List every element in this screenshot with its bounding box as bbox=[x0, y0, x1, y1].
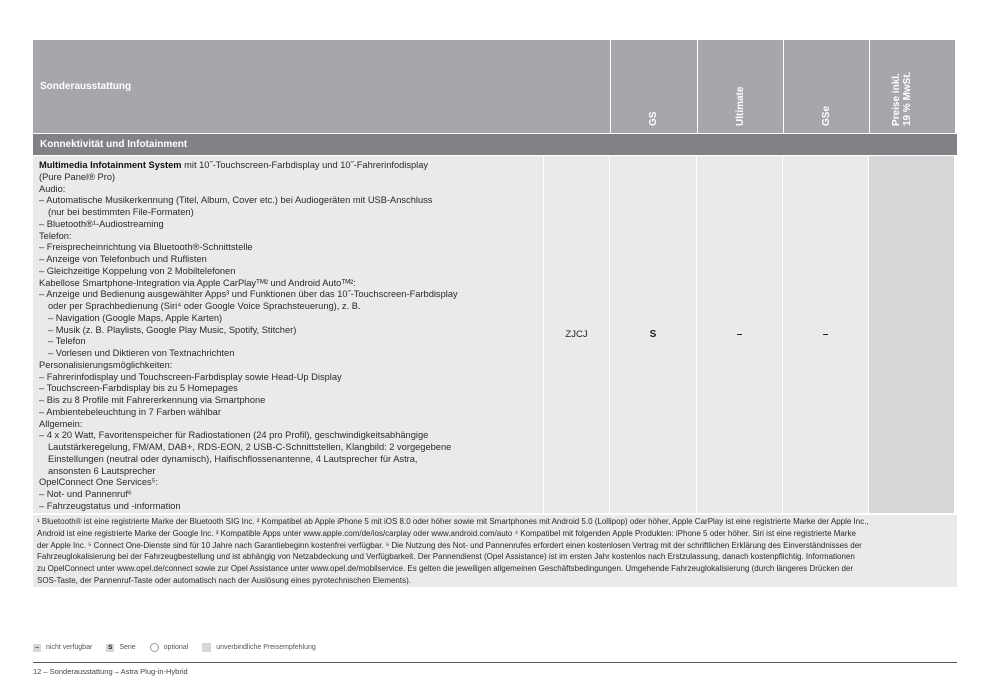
legend-label: unverbindliche Preisempfehlung bbox=[216, 644, 316, 651]
footnotes bbox=[33, 515, 957, 587]
desc-line: Telefon: bbox=[39, 230, 72, 241]
header-col-price bbox=[869, 40, 955, 133]
legend-label: Serie bbox=[119, 644, 136, 651]
desc-line: Einstellungen (neutral oder dynamisch), Haifischflossenantenne, 4 Lautsprecher für Astra, bbox=[48, 453, 418, 464]
not-available-symbol: – bbox=[33, 644, 41, 652]
cell-price bbox=[868, 156, 954, 513]
desc-line: – Anzeige und Bedienung ausgewählter Apps³ und Funktionen über das 10˝-Touchscreen-Farbdisplay bbox=[39, 289, 458, 300]
desc-line: – Freisprecheinrichtung via Bluetooth®-Schnittstelle bbox=[39, 242, 253, 253]
header-col-ultimate bbox=[697, 40, 783, 133]
desc-line: Allgemein: bbox=[39, 418, 83, 429]
desc-line: – Not- und Pannenruf⁶ bbox=[39, 489, 132, 499]
desc-line: oder per Sprachbedienung (Siri⁴ oder Google Voice Sprachsteuerung), z. B. bbox=[48, 301, 361, 311]
option-code: ZJCJ bbox=[543, 156, 609, 513]
cell-ultimate: – bbox=[696, 156, 782, 513]
header-gse-label: GSe bbox=[820, 105, 832, 126]
header-ultimate-label: Ultimate bbox=[734, 86, 746, 126]
header-price-label: Preise inkl. 19 % MwSt. bbox=[890, 71, 913, 126]
desc-line: – Fahrerinfodisplay und Touchscreen-Farbdisplay sowie Head-Up Display bbox=[39, 371, 342, 382]
standard-symbol: S bbox=[108, 644, 113, 651]
desc-line: – Automatische Musikerkennung (Titel, Album, Cover etc.) bei Audiogeräten mit USB-Anschluss bbox=[39, 195, 433, 206]
desc-line: OpelConnect One Services⁵: bbox=[39, 477, 159, 488]
desc-line: – Navigation (Google Maps, Apple Karten) bbox=[48, 312, 223, 323]
desc-line: (nur bei bestimmten File-Formaten) bbox=[48, 207, 194, 217]
legend-standard bbox=[106, 644, 135, 652]
table-row bbox=[33, 156, 957, 513]
legend-label: nicht verfügbar bbox=[46, 644, 93, 651]
header-gs-label: GS bbox=[648, 111, 659, 126]
desc-line: Kabellose Smartphone-Integration via Apple CarPlayᵀᴹ² und Android Autoᵀᴹ²: bbox=[39, 277, 356, 288]
desc-line: Lautstärkeregelung, FM/AM, DAB+, RDS-EON, 2 USB-C-Schnittstellen, Klangbild: 2 vorgegebene bbox=[48, 442, 452, 452]
desc-line: – Touchscreen-Farbdisplay bis zu 5 Homepages bbox=[39, 383, 238, 394]
legend-price bbox=[202, 643, 316, 652]
footnote-line: zu OpelConnect unter www.opel.de/connect sowie zur Opel Assistance unter www.opel.de/mobilservice. Es gelten die jeweiligen allgemeinen Geschäftsbedingungen. Umgehende Fahrzeuglokalisierung (durch längeres Drücken der bbox=[37, 564, 854, 574]
table-header bbox=[33, 40, 957, 133]
price-swatch-icon bbox=[202, 643, 211, 652]
footer-divider bbox=[33, 662, 957, 663]
footnote-line: ¹ Bluetooth® ist eine registrierte Marke der Bluetooth SIG Inc. ² Kompatibel ab Apple iPhone 5 mit iOS 8.0 oder höher sowie mit Smartphones mit Android 5.0 (Lollipop) oder höher, Apple CarPlay ist eine registrierte Marke der Apple Inc., bbox=[37, 517, 869, 526]
desc-line: – Telefon bbox=[48, 336, 86, 347]
footnote-line: Android ist eine registrierte Marke der Google Inc. ³ Kompatible Apps unter www.apple.com/de/ios/carplay oder www.android.com/auto ⁴ Kompatibel mit folgenden Apple Produkten: iPhone 5 oder höher. Siri ist eine registrierte Marke bbox=[37, 528, 856, 538]
desc-line: – Ambientebeleuchtung in 7 Farben wählbar bbox=[39, 406, 221, 417]
cell-gs: S bbox=[609, 156, 696, 513]
desc-line: Audio: bbox=[39, 183, 66, 194]
footnote-line: der Apple Inc. ⁵ Connect One-Dienste sind für 10 Jahre nach Garantiebeginn kostenfrei verfügbar. ⁶ Die Nutzung des Not- und Pannenrufes erfordert einen kostenlosen Vertrag mit der schriftlichen Erklärung des Einverständnisses der bbox=[37, 540, 862, 550]
legend-optional bbox=[150, 643, 189, 652]
desc-line: – Gleichzeitige Koppelung von 2 Mobiltelefonen bbox=[39, 265, 236, 276]
desc-line: – Vorlesen und Diktieren von Textnachrichten bbox=[48, 348, 235, 358]
feature-description bbox=[33, 156, 543, 513]
desc-line: – Anzeige von Telefonbuch und Ruflisten bbox=[39, 254, 207, 264]
desc-line: ansonsten 6 Lautsprecher bbox=[48, 465, 156, 476]
legend-not-available bbox=[33, 644, 92, 652]
legend bbox=[33, 643, 330, 652]
desc-line: – Bis zu 8 Profile mit Fahrererkennung via Smartphone bbox=[39, 395, 266, 405]
equipment-table bbox=[33, 40, 957, 587]
desc-line: Personalisierungsmöglichkeiten: bbox=[39, 359, 173, 370]
desc-line: – Musik (z. B. Playlists, Google Play Music, Spotify, Stitcher) bbox=[48, 324, 297, 335]
cell-gse: – bbox=[782, 156, 868, 513]
desc-line: (Pure Panel® Pro) bbox=[39, 171, 116, 182]
desc-line: – Fahrzeugstatus und -information bbox=[39, 500, 181, 511]
legend-label: optional bbox=[163, 644, 189, 651]
desc-line: – Bluetooth®¹-Audiostreaming bbox=[39, 218, 164, 229]
desc-line: – 4 x 20 Watt, Favoritenspeicher für Radiostationen (24 pro Profil), geschwindigkeitsabhängige bbox=[39, 430, 429, 441]
optional-circle-icon bbox=[150, 643, 159, 652]
page-footer: 12 – Sonderausstattung – Astra Plug-in-Hybrid bbox=[33, 667, 188, 676]
header-col-gs bbox=[610, 40, 697, 133]
footnote-line: SOS-Taste, der Pannenruf-Taste oder automatisch nach der Auslösung eines pyrotechnischen Elements). bbox=[37, 575, 411, 585]
header-col-gse bbox=[783, 40, 869, 133]
header-title: Sonderausstattung bbox=[33, 40, 610, 133]
footnote-line: Fahrzeuglokalisierung bei der Fahrzeugbestellung und ist abhängig von Netzabdeckung und Verfügbarkeit. Der Pannendienst (Opel Assistance) ist im ersten Jahr kostenlos nach Erstzulassung, danach kostenpflichtig. Informationen bbox=[37, 552, 855, 562]
section-title: Konnektivität und Infotainment bbox=[33, 134, 957, 155]
feature-heading: Multimedia Infotainment System mit 10˝-Touchscreen-Farbdisplay und 10˝-Fahrerinfodisplay bbox=[39, 160, 429, 170]
